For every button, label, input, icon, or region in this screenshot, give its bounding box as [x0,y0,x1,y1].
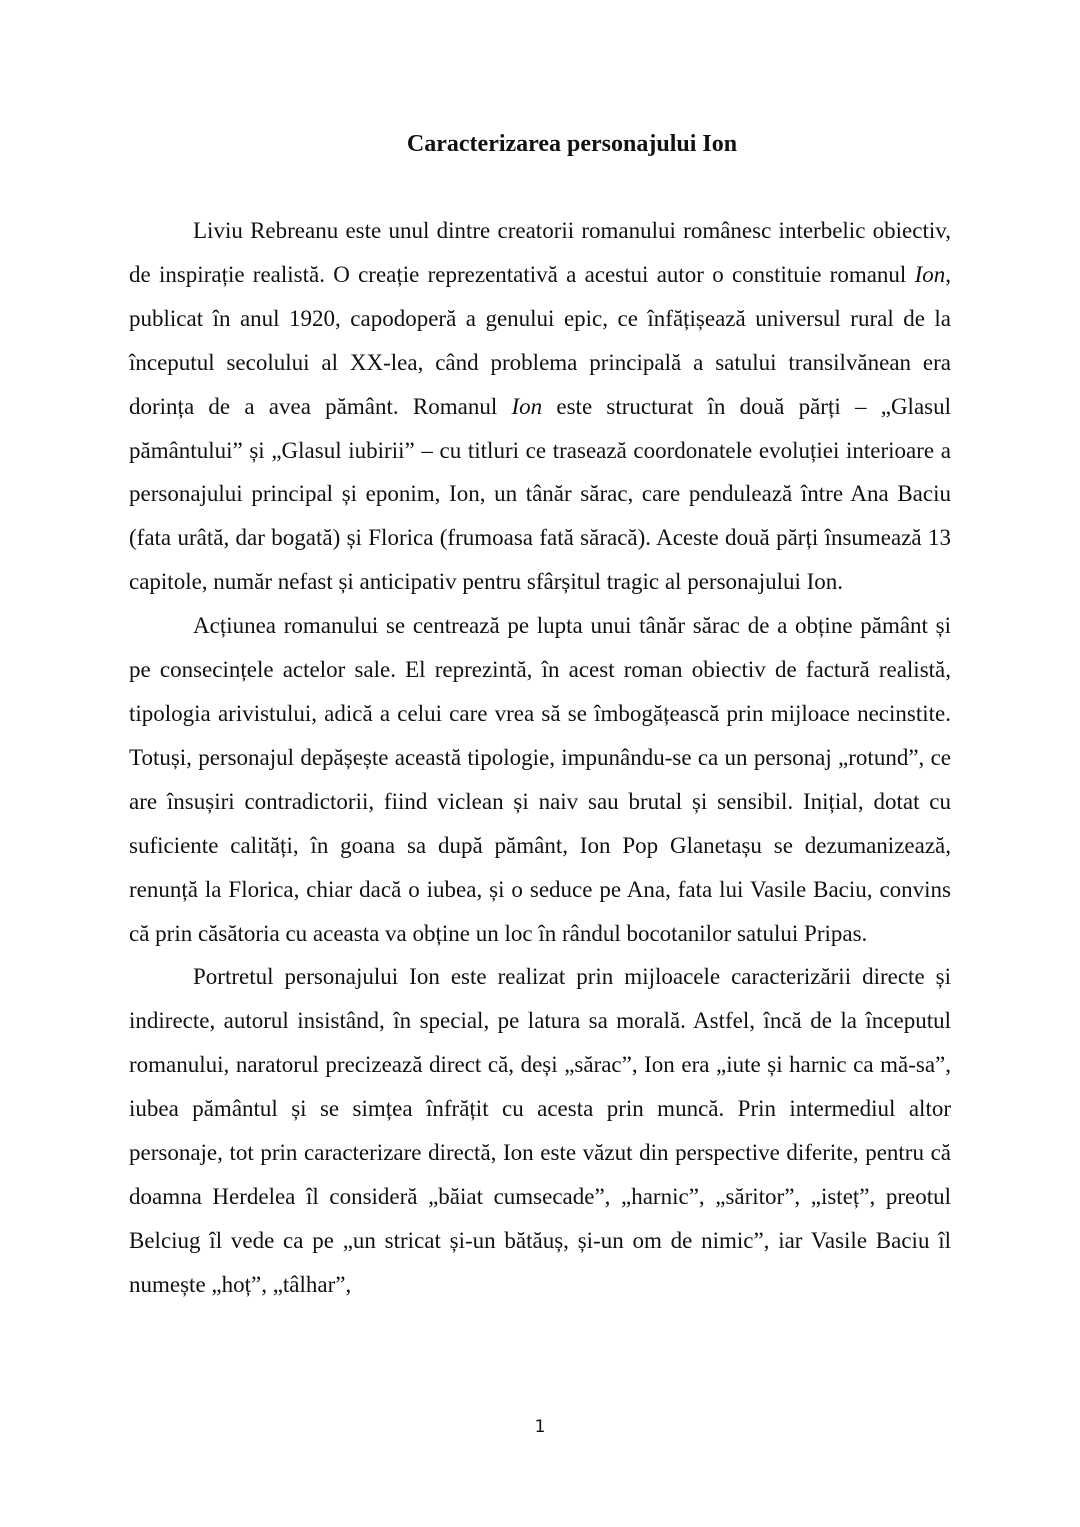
document-body [129,209,951,1307]
novel-title-ion: Ion [511,393,543,419]
paragraph-3-run: Portretul personajului Ion este realizat prin mijloacele caracterizării directe și indirecte, autorul insistând, în special, pe latura sa morală. Astfel, încă de la începutul romanului, naratorul precizează direct că, deși „sărac”, Ion era „iute și harnic ca mă-sa”, iubea pământul și se simțea înfrățit cu acesta prin muncă. Prin intermediul altor personaje, tot prin caracterizare directă, Ion este văzut din perspective diferite, pentru că doamna Herdelea îl consideră „băiat cumsecade”, „harnic”, „săritor”, „isteț”, preotul Belciug îl vede ca pe „un stricat și-un bătăuș, și-un om de nimic”, iar Vasile Baciu îl numește „hoț”, „tâlhar”, [129,964,951,1297]
novel-title-ion: Ion [914,261,946,287]
document-title: Caracterizarea personajului Ion [406,131,738,157]
paragraph-1 [129,209,951,604]
paragraph-3 [129,955,951,1306]
paragraph-1-run: , publicat în anul 1920, capodoperă a genului epic, ce înfățișează universul rural de la începutul secolului al XX-lea, când problema principală a satului transilvănean era dorința de a avea pământ. Romanul [129,261,951,419]
paragraph-2-run: Acțiunea romanului se centrează pe lupta unui tânăr sărac de a obține pământ și pe consecințele actelor sale. El reprezintă, în acest roman obiectiv de factură realistă, tipologia arivistului, adică a celui care vrea să se îmbogățească prin mijloace necinstite. Totuși, personajul depășește această tipologie, impunându-se ca un personaj „rotund”, ce are însușiri contradictorii, fiind viclean și naiv sau brutal și sensibil. Inițial, dotat cu suficiente calități, în goana sa după pământ, Ion Pop Glanetașu se dezumanizează, renunță la Florica, chiar dacă o iubea, și o seduce pe Ana, fata lui Vasile Baciu, convins că prin căsătoria cu aceasta va obține un loc în rândul bocotanilor satului Pripas. [129,613,951,946]
paragraph-1-run: Liviu Rebreanu este unul dintre creatorii romanului românesc interbelic obiectiv, de inspirație realistă. O creație reprezentativă a acestui autor o constituie romanul [129,218,951,287]
paragraph-1-run: este structurat în două părți – „Glasul pământului” și „Glasul iubirii” – cu titluri ce trasează coordonatele evoluției interioare a personajului principal și eponim, Ion, un tânăr sărac, care pendulează între Ana Baciu (fata urâtă, dar bogată) și Florica (frumoasa fată săracă). Aceste două părți însumează 13 capitole, număr nefast și anticipativ pentru sfârșitul tragic al personajului Ion. [129,393,952,595]
paragraph-2 [129,604,951,955]
page-number: 1 [534,1417,546,1437]
